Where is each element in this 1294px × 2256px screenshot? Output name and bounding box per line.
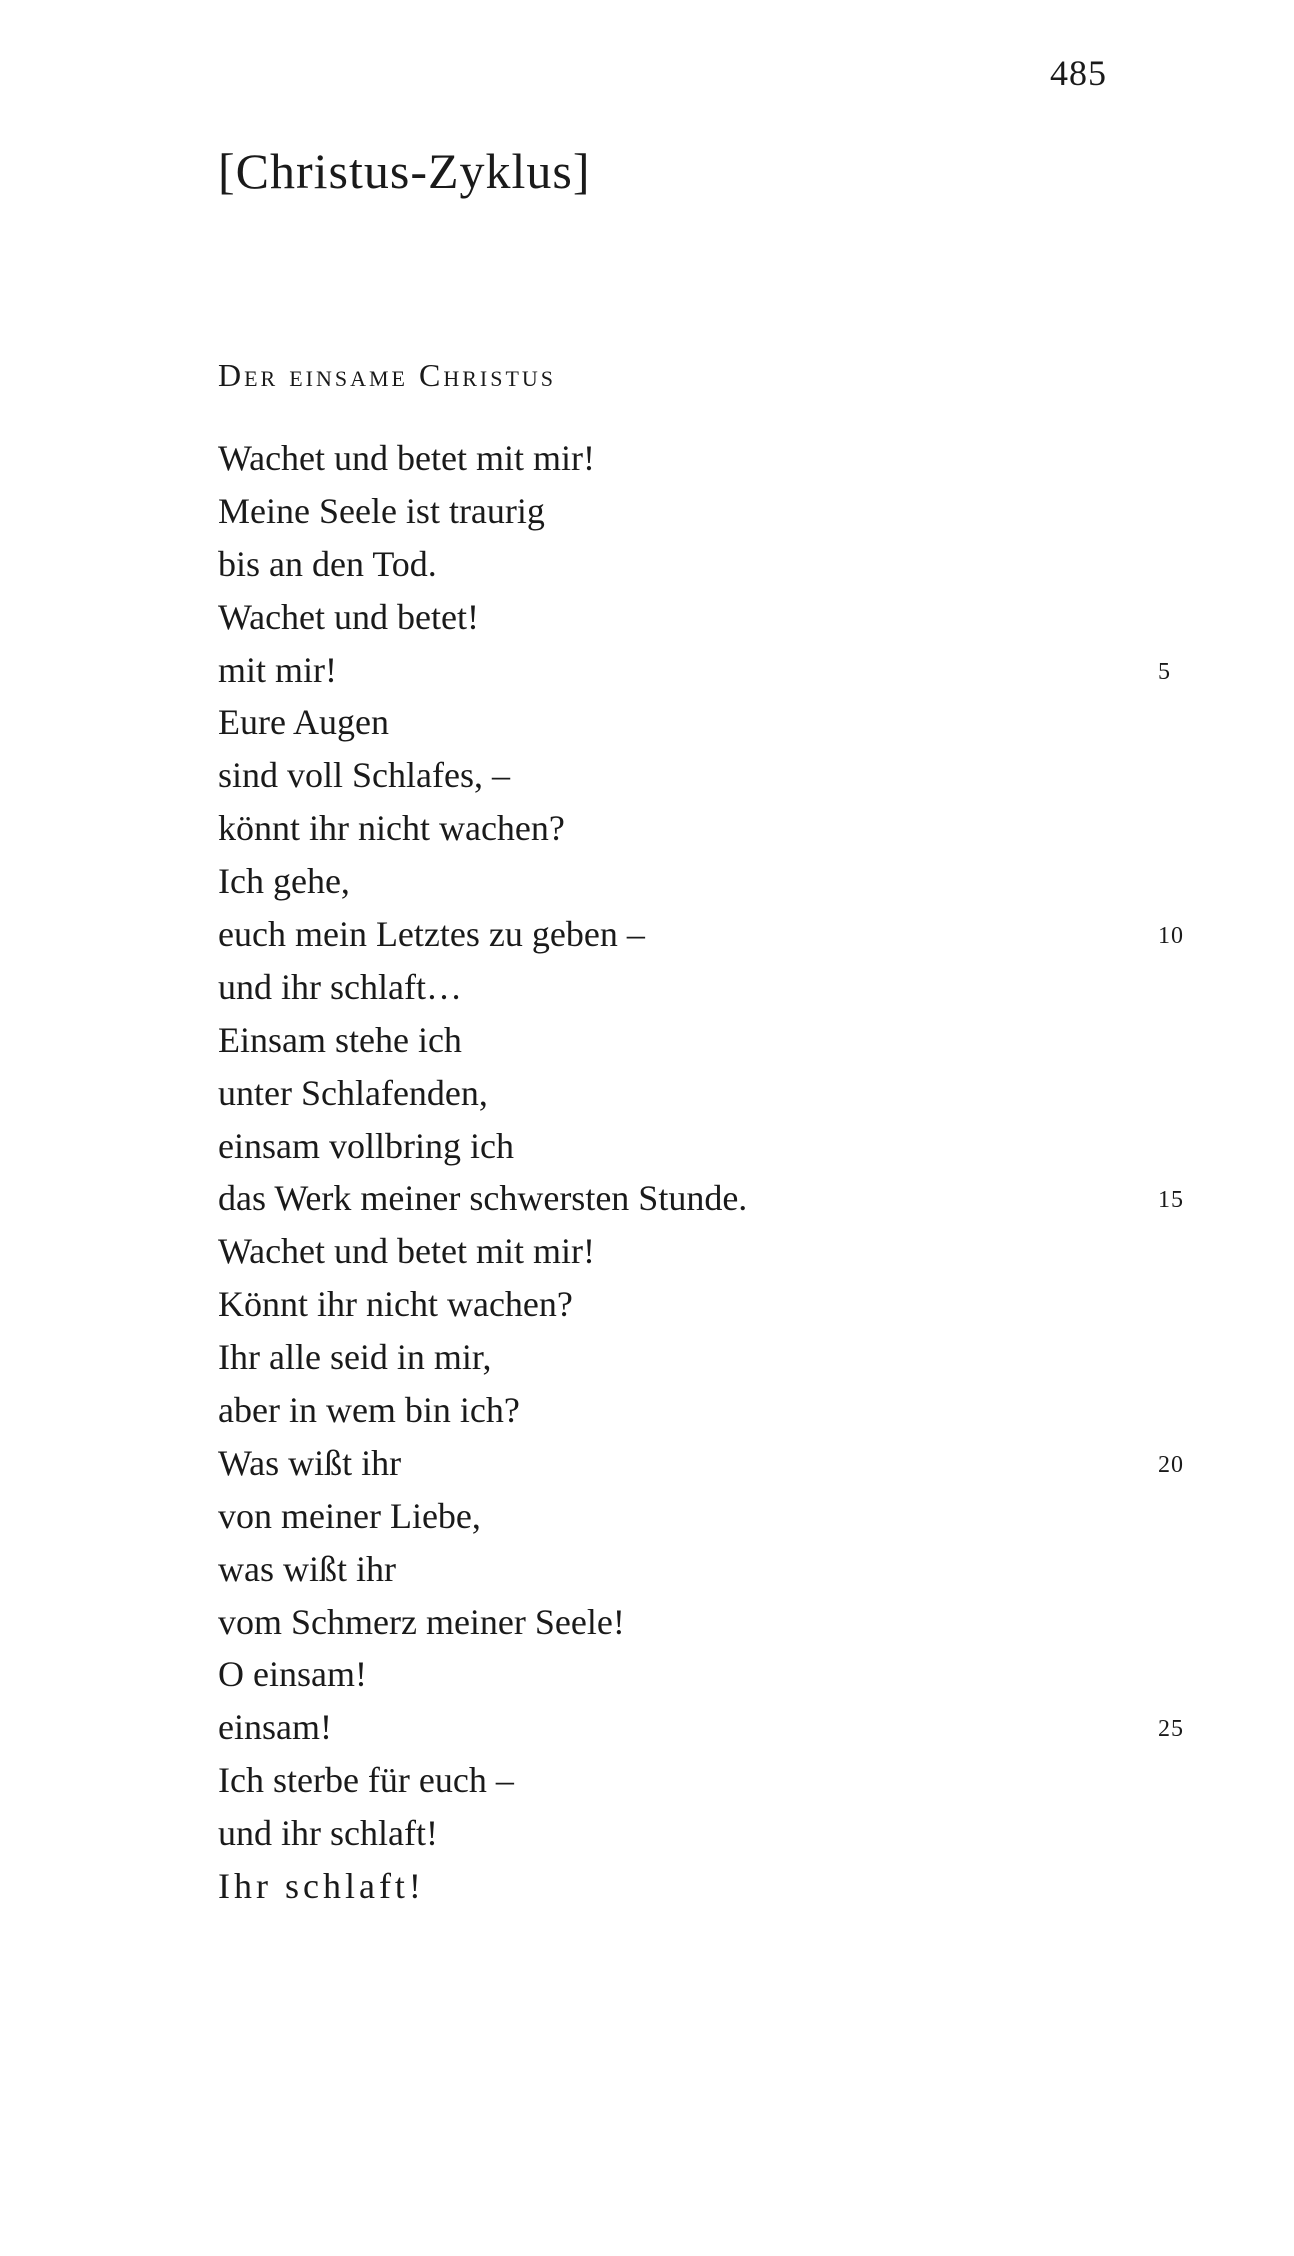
- poem-line: [218, 961, 1218, 1014]
- line-text: könnt ihr nicht wachen?: [218, 808, 565, 849]
- poem-line: [218, 1384, 1218, 1437]
- poem-line: [218, 749, 1218, 802]
- section-title: [Christus-Zyklus]: [218, 143, 591, 199]
- poem-line: [218, 1754, 1218, 1807]
- poem-line: [218, 1701, 1218, 1754]
- line-text: Wachet und betet mit mir!: [218, 1231, 595, 1272]
- line-text: Ihr schlaft!: [218, 1866, 425, 1907]
- line-text: was wißt ihr: [218, 1548, 396, 1589]
- poem-title: Der einsame Christus: [218, 357, 557, 393]
- poem-line: [218, 696, 1218, 749]
- line-text: das Werk meiner schwersten Stunde.: [218, 1178, 748, 1219]
- line-text: Wachet und betet!: [218, 596, 479, 637]
- line-text: O einsam!: [218, 1654, 367, 1695]
- line-text: Meine Seele ist traurig: [218, 490, 545, 531]
- line-text: unter Schlafenden,: [218, 1072, 488, 1113]
- poem-line: [218, 1807, 1218, 1860]
- line-text: vom Schmerz meiner Seele!: [218, 1601, 625, 1642]
- line-text: einsam vollbring ich: [218, 1125, 514, 1166]
- poem-line: [218, 802, 1218, 855]
- line-text: Wachet und betet mit mir!: [218, 438, 595, 478]
- poem-line: [218, 1437, 1218, 1490]
- line-number: 20: [1158, 1451, 1184, 1478]
- poem-line: [218, 908, 1218, 961]
- poem-line: [218, 1172, 1218, 1225]
- line-text: Ich sterbe für euch –: [218, 1760, 514, 1801]
- line-text: Eure Augen: [218, 702, 389, 743]
- poem-line: [218, 485, 1218, 538]
- line-text: bis an den Tod.: [218, 543, 437, 584]
- line-number: 15: [1158, 1187, 1184, 1214]
- poem-line: [218, 1014, 1218, 1067]
- line-text: und ihr schlaft…: [218, 966, 462, 1007]
- line-number: 5: [1158, 658, 1171, 685]
- poem-line: [218, 432, 1218, 485]
- page-number: 485: [1050, 53, 1107, 93]
- line-text: Ich gehe,: [218, 861, 350, 902]
- line-text: aber in wem bin ich?: [218, 1390, 520, 1431]
- line-text: und ihr schlaft!: [218, 1813, 438, 1854]
- line-text: von meiner Liebe,: [218, 1495, 481, 1536]
- poem-line: [218, 1067, 1218, 1120]
- line-number: 25: [1158, 1716, 1184, 1743]
- line-text: euch mein Letztes zu geben –: [218, 914, 645, 955]
- line-text: Könnt ihr nicht wachen?: [218, 1284, 573, 1325]
- poem-line: [218, 1278, 1218, 1331]
- poem-line: [218, 1648, 1218, 1701]
- poem-body: [218, 432, 1218, 1913]
- line-text: einsam!: [218, 1707, 332, 1748]
- poem-line: [218, 1490, 1218, 1543]
- poem-line: [218, 538, 1218, 591]
- poem-line: [218, 1543, 1218, 1596]
- poem-line: [218, 855, 1218, 908]
- line-text: mit mir!: [218, 649, 337, 690]
- line-text: Einsam stehe ich: [218, 1019, 462, 1060]
- poem-line: [218, 591, 1218, 644]
- line-text: Was wißt ihr: [218, 1442, 402, 1483]
- poem-line: [218, 1860, 1218, 1913]
- line-text: Ihr alle seid in mir,: [218, 1337, 492, 1378]
- line-number: 10: [1158, 923, 1184, 950]
- line-text: sind voll Schlafes, –: [218, 755, 510, 796]
- poem-line: [218, 1120, 1218, 1173]
- poem-line: [218, 644, 1218, 697]
- poem-line: [218, 1331, 1218, 1384]
- poem-line: [218, 1225, 1218, 1278]
- poem-line: [218, 1596, 1218, 1649]
